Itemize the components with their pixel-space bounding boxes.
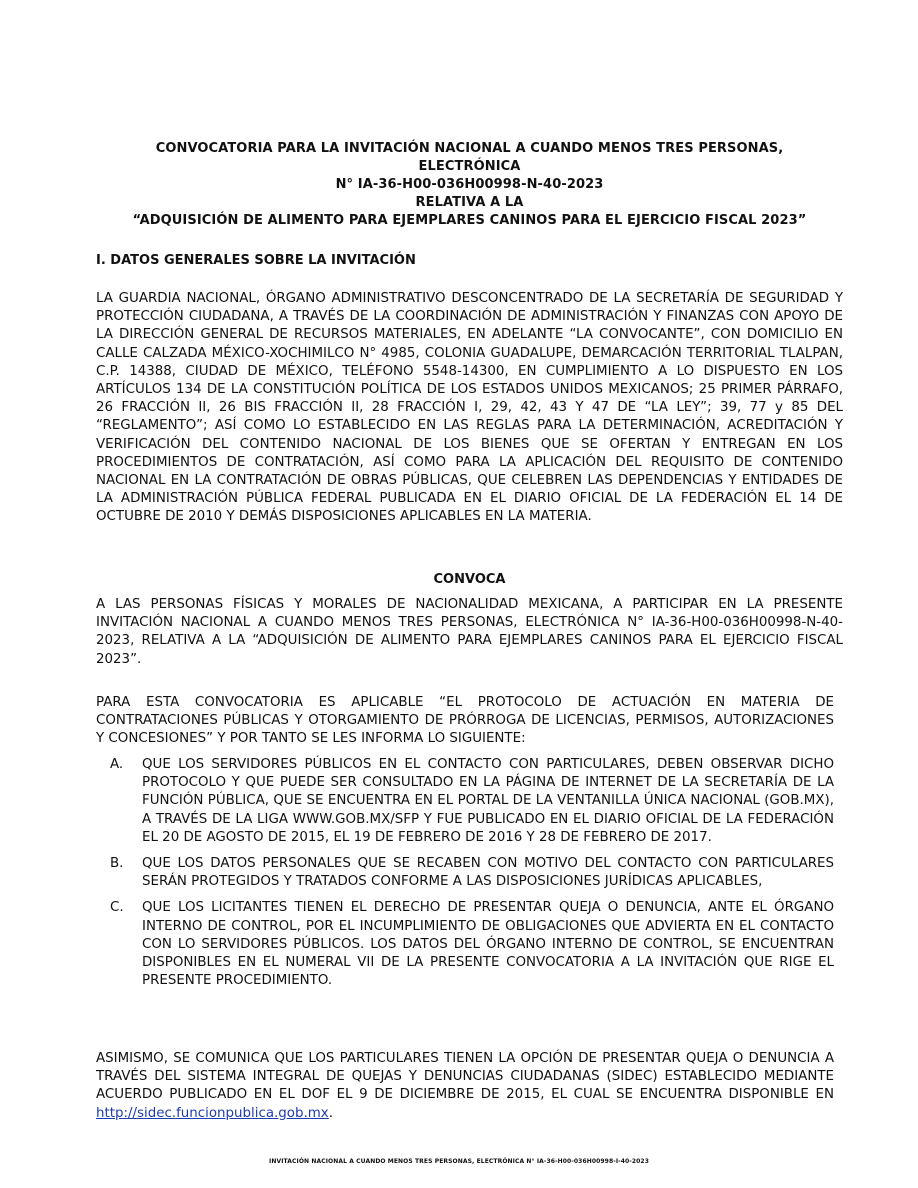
document-title xyxy=(96,140,843,230)
list-marker: C. xyxy=(110,900,124,916)
title-line-5: “ADQUISICIÓN DE ALIMENTO PARA EJEMPLARES CANINOS PARA EL EJERCICIO FISCAL 2023” xyxy=(132,213,807,228)
list-item xyxy=(96,855,834,891)
paragraph-general-data: LA GUARDIA NACIONAL, ÓRGANO ADMINISTRATIVO DESCONCENTRADO DE LA SECRETARÍA DE SEGURIDAD Y PROTECCIÓN CIUDADANA, A TRAVÉS DE LA COORDINACIÓN DE ADMINISTRACIÓN Y FINANZAS CON APOYO DE LA DIRECCIÓN GENERAL DE RECURSOS MATERIALES, EN ADELANTE “LA CONVOCANTE”, CON DOMICILIO EN CALLE CALZADA MÉXICO-XOCHIMILCO N° 4985, COLONIA GUADALUPE, DEMARCACIÓN TERRITORIAL TLALPAN, C.P. 14388, CIUDAD DE MÉXICO, TELÉFONO 5548-14300, EN CUMPLIMIENTO A LO DISPUESTO EN LOS ARTÍCULOS 134 DE LA CONSTITUCIÓN POLÍTICA DE LOS ESTADOS UNIDOS MEXICANOS; 25 PRIMER PÁRRAFO, 26 FRACCIÓN II, 26 BIS FRACCIÓN II, 28 FRACCIÓN I, 29, 42, 43 Y 47 DE “LA LEY”; 39, 77 y 85 DEL “REGLAMENTO”; ASÍ COMO LO ESTABLECIDO EN LAS REGLAS PARA LA DETERMINACIÓN, ACREDITACIÓN Y VERIFICACIÓN DEL CONTENIDO NACIONAL DE LOS BIENES QUE SE OFERTAN Y ENTREGAN EN LOS PROCEDIMIENTOS DE CONTRATACIÓN, ASÍ COMO PARA LA APLICACIÓN DEL REQUISITO DE CONTENIDO NACIONAL EN LA CONTRATACIÓN DE OBRAS PÚBLICAS, QUE CELEBREN LAS DEPENDENCIAS Y ENTIDADES DE LA ADMINISTRACIÓN PÚBLICA FEDERAL PUBLICADA EN EL DIARIO OFICIAL DE LA FEDERACIÓN EL 14 DE OCTUBRE DE 2010 Y DEMÁS DISPOSICIONES APLICABLES EN LA MATERIA. xyxy=(96,291,843,525)
title-line-3: N° IA-36-H00-036H00998-N-40-2023 xyxy=(335,177,604,192)
list-item-text: QUE LOS SERVIDORES PÚBLICOS EN EL CONTACTO CON PARTICULARES, DEBEN OBSERVAR DICHO PROTOCOLO Y QUE PUEDE SER CONSULTADO EN LA PÁGINA DE INTERNET DE LA SECRETARÍA DE LA FUNCIÓN PÚBLICA, QUE SE ENCUENTRA EN EL PORTAL DE LA VENTANILLA ÚNICA NACIONAL (GOB.MX), A TRAVÉS DE LA LIGA WWW.GOB.MX/SFP Y FUE PUBLICADO EN EL DIARIO OFICIAL DE LA FEDERACIÓN EL 20 DE AGOSTO DE 2015, EL 19 DE FEBRERO DE 2016 Y 28 DE FEBRERO DE 2017. xyxy=(142,757,834,845)
section-heading: I. DATOS GENERALES SOBRE LA INVITACIÓN xyxy=(96,253,416,268)
list-item-text: QUE LOS LICITANTES TIENEN EL DERECHO DE PRESENTAR QUEJA O DENUNCIA, ANTE EL ÓRGANO INTERNO DE CONTROL, POR EL INCUMPLIMIENTO DE OBLIGACIONES QUE ADVIERTA EN EL CONTACTO CON LO SERVIDORES PÚBLICOS. LOS DATOS DEL ÓRGANO INTERNO DE CONTROL, SE ENCUENTRAN DISPONIBLES EN EL NUMERAL VII DE LA PRESENTE CONVOCATORIA A LA INVITACIÓN QUE RIGE EL PRESENTE PROCEDIMIENTO. xyxy=(142,900,834,989)
convoca-heading: CONVOCA xyxy=(433,572,506,587)
title-line-4: RELATIVA A LA xyxy=(415,195,524,210)
list-marker: A. xyxy=(110,757,124,772)
paragraph-sidec xyxy=(96,1050,834,1123)
list-item xyxy=(96,899,834,990)
paragraph-sidec-end: . xyxy=(328,1105,333,1121)
list-item-text: QUE LOS DATOS PERSONALES QUE SE RECABEN CON MOTIVO DEL CONTACTO CON PARTICULARES SERÁN PROTEGIDOS Y TRATADOS CONFORME A LAS DISPOSICIONES JURÍDICAS APLICABLES, xyxy=(142,856,834,890)
paragraph-sidec-text: ASIMISMO, SE COMUNICA QUE LOS PARTICULARES TIENEN LA OPCIÓN DE PRESENTAR QUEJA O DENUNCIA A TRAVÉS DEL SISTEMA INTEGRAL DE QUEJAS Y DENUNCIAS CIUDADANAS (SIDEC) ESTABLECIDO MEDIANTE ACUERDO PUBLICADO EN EL DOF EL 9 DE DICIEMBRE DE 2015, EL CUAL SE ENCUENTRA DISPONIBLE EN xyxy=(96,1051,834,1103)
sidec-link[interactable]: http://sidec.funcionpublica.gob.mx xyxy=(96,1105,329,1121)
title-line-1: CONVOCATORIA PARA LA INVITACIÓN NACIONAL A CUANDO MENOS TRES PERSONAS, xyxy=(155,141,784,156)
list-item xyxy=(96,756,834,847)
list-marker: B. xyxy=(110,856,124,872)
title-line-2: ELECTRÓNICA xyxy=(418,159,521,174)
paragraph-convoca: A LAS PERSONAS FÍSICAS Y MORALES DE NACIONALIDAD MEXICANA, A PARTICIPAR EN LA PRESENTE INVITACIÓN NACIONAL A CUANDO MENOS TRES PERSONAS, ELECTRÓNICA N° IA-36-H00-036H00998-N-40-2023, RELATIVA A LA “ADQUISICIÓN DE ALIMENTO PARA EJEMPLARES CANINOS PARA EL EJERCICIO FISCAL 2023”. xyxy=(96,597,843,667)
paragraph-protocol: PARA ESTA CONVOCATORIA ES APLICABLE “EL PROTOCOLO DE ACTUACIÓN EN MATERIA DE CONTRATACIONES PÚBLICAS Y OTORGAMIENTO DE PRÓRROGA DE LICENCIAS, PERMISOS, AUTORIZACIONES Y CONCESIONES” Y POR TANTO SE LES INFORMA LO SIGUIENTE: xyxy=(96,695,834,747)
protocol-list xyxy=(96,756,834,998)
page-footer: INVITACIÓN NACIONAL A CUANDO MENOS TRES PERSONAS, ELECTRÓNICA N° IA-36-H00-036H00998-I-40-2023 xyxy=(269,1158,649,1165)
